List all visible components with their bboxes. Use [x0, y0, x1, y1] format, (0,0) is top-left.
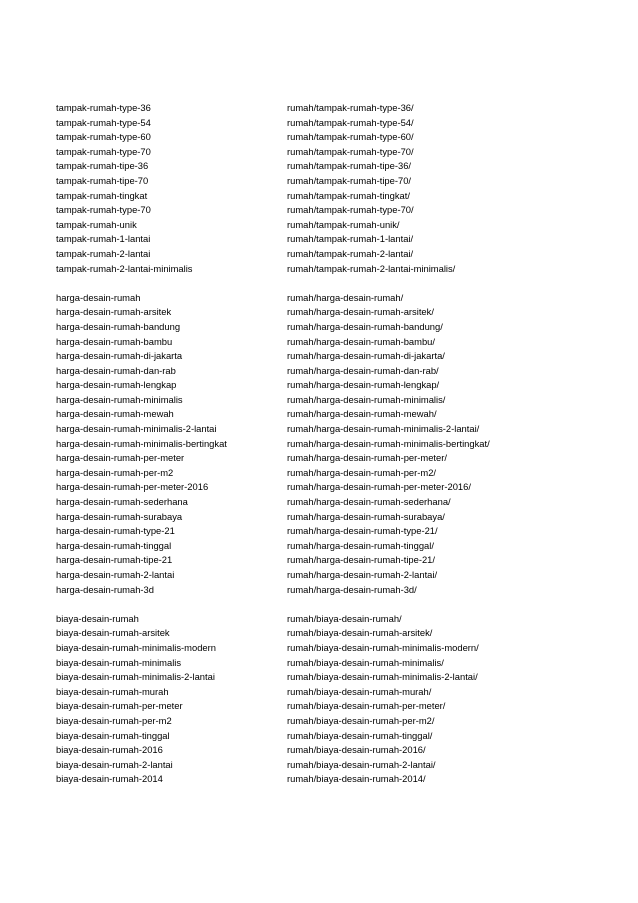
table-row — [56, 451, 616, 466]
table-row — [56, 116, 616, 131]
keyword-slug: harga-desain-rumah-minimalis-2-lantai — [56, 423, 217, 435]
keyword-path: rumah/tampak-rumah-tipe-36/ — [287, 160, 412, 172]
table-row — [56, 539, 616, 554]
table-row — [56, 218, 616, 233]
table-row — [56, 714, 616, 729]
keyword-path: rumah/harga-desain-rumah-sederhana/ — [287, 496, 451, 508]
table-row — [56, 364, 616, 379]
keyword-path: rumah/harga-desain-rumah-lengkap/ — [287, 379, 440, 391]
keyword-path: rumah/harga-desain-rumah-3d/ — [287, 583, 417, 595]
keyword-path: rumah/tampak-rumah-2-lantai-minimalis/ — [287, 262, 456, 274]
keyword-slug: biaya-desain-rumah-per-meter — [56, 700, 183, 712]
table-row — [56, 378, 616, 393]
keyword-slug: biaya-desain-rumah-minimalis-modern — [56, 641, 216, 653]
table-row — [56, 480, 616, 495]
keyword-slug: harga-desain-rumah — [56, 291, 141, 303]
keyword-path: rumah/tampak-rumah-type-70/ — [287, 204, 414, 216]
table-row — [56, 670, 616, 685]
keyword-path: rumah/harga-desain-rumah-bambu/ — [287, 335, 435, 347]
keyword-path: rumah/biaya-desain-rumah-per-m2/ — [287, 714, 435, 726]
keyword-group — [56, 291, 616, 597]
keyword-path: rumah/harga-desain-rumah-tipe-21/ — [287, 554, 435, 566]
keyword-path: rumah/tampak-rumah-type-54/ — [287, 116, 414, 128]
table-row — [56, 641, 616, 656]
keyword-slug: harga-desain-rumah-tipe-21 — [56, 554, 173, 566]
table-row — [56, 612, 616, 627]
table-row — [56, 422, 616, 437]
table-row — [56, 685, 616, 700]
keyword-path: rumah/biaya-desain-rumah/ — [287, 612, 402, 624]
keyword-slug: harga-desain-rumah-mewah — [56, 408, 174, 420]
keyword-path: rumah/biaya-desain-rumah-2-lantai/ — [287, 758, 436, 770]
keyword-path: rumah/harga-desain-rumah-2-lantai/ — [287, 569, 438, 580]
table-row — [56, 101, 616, 116]
keyword-path: rumah/biaya-desain-rumah-minimalis-modern/ — [287, 641, 479, 653]
keyword-slug: harga-desain-rumah-per-meter — [56, 452, 185, 464]
keyword-slug: harga-desain-rumah-type-21 — [56, 525, 175, 537]
table-row — [56, 203, 616, 218]
table-row — [56, 247, 616, 262]
keyword-slug: harga-desain-rumah-lengkap — [56, 379, 177, 391]
keyword-path: rumah/harga-desain-rumah-di-jakarta/ — [287, 350, 445, 362]
keyword-slug: tampak-rumah-2-lantai-minimalis — [56, 262, 193, 274]
keyword-list — [56, 101, 616, 787]
keyword-path: rumah/harga-desain-rumah-tinggal/ — [287, 539, 434, 551]
table-row — [56, 335, 616, 350]
keyword-slug: tampak-rumah-tingkat — [56, 189, 148, 201]
keyword-slug: biaya-desain-rumah-murah — [56, 685, 169, 697]
keyword-path: rumah/harga-desain-rumah-per-meter-2016/ — [287, 481, 471, 493]
keyword-slug: harga-desain-rumah-di-jakarta — [56, 350, 183, 362]
table-row — [56, 159, 616, 174]
keyword-path: rumah/biaya-desain-rumah-per-meter/ — [287, 700, 446, 712]
keyword-path: rumah/harga-desain-rumah-surabaya/ — [287, 510, 445, 522]
keyword-slug: biaya-desain-rumah-minimalis — [56, 656, 182, 668]
keyword-slug: harga-desain-rumah-arsitek — [56, 306, 172, 318]
keyword-path: rumah/harga-desain-rumah-minimalis/ — [287, 393, 446, 405]
keyword-path: rumah/biaya-desain-rumah-arsitek/ — [287, 627, 433, 639]
keyword-path: rumah/harga-desain-rumah-per-m2/ — [287, 466, 437, 478]
table-row — [56, 305, 616, 320]
keyword-slug: biaya-desain-rumah-2014 — [56, 773, 163, 785]
keyword-slug: harga-desain-rumah-surabaya — [56, 510, 183, 522]
table-row — [56, 510, 616, 525]
keyword-group — [56, 612, 616, 787]
table-row — [56, 568, 616, 583]
keyword-path: rumah/harga-desain-rumah-bandung/ — [287, 320, 443, 332]
keyword-path: rumah/biaya-desain-rumah-tinggal/ — [287, 729, 433, 741]
keyword-path: rumah/tampak-rumah-unik/ — [287, 218, 400, 230]
table-row — [56, 758, 616, 773]
keyword-path: rumah/tampak-rumah-2-lantai/ — [287, 247, 414, 259]
table-row — [56, 466, 616, 481]
keyword-slug: harga-desain-rumah-per-m2 — [56, 466, 174, 478]
keyword-path: rumah/harga-desain-rumah-arsitek/ — [287, 306, 434, 318]
keyword-slug: tampak-rumah-unik — [56, 218, 137, 230]
keyword-slug: tampak-rumah-1-lantai — [56, 233, 151, 245]
keyword-slug: tampak-rumah-type-60 — [56, 131, 151, 143]
table-row — [56, 626, 616, 641]
keyword-path: rumah/tampak-rumah-type-70/ — [287, 145, 414, 157]
keyword-slug: biaya-desain-rumah-2-lantai — [56, 758, 173, 770]
keyword-slug: biaya-desain-rumah-2016 — [56, 744, 163, 756]
keyword-path: rumah/tampak-rumah-tingkat/ — [287, 189, 410, 201]
keyword-slug: biaya-desain-rumah-tinggal — [56, 729, 170, 741]
keyword-path: rumah/harga-desain-rumah-minimalis-2-lantai/ — [287, 423, 480, 435]
keyword-slug: tampak-rumah-type-54 — [56, 116, 151, 128]
table-row — [56, 437, 616, 452]
keyword-slug: biaya-desain-rumah — [56, 612, 139, 624]
table-row — [56, 583, 616, 598]
table-row — [56, 553, 616, 568]
table-row — [56, 130, 616, 145]
keyword-path: rumah/tampak-rumah-1-lantai/ — [287, 233, 414, 245]
keyword-slug: harga-desain-rumah-3d — [56, 583, 154, 595]
table-row — [56, 291, 616, 306]
keyword-slug: tampak-rumah-type-70 — [56, 204, 151, 216]
table-row — [56, 349, 616, 364]
keyword-path: rumah/harga-desain-rumah-per-meter/ — [287, 452, 447, 464]
keyword-slug: harga-desain-rumah-minimalis — [56, 393, 183, 405]
keyword-group — [56, 101, 616, 276]
table-row — [56, 393, 616, 408]
keyword-slug: harga-desain-rumah-bandung — [56, 320, 181, 332]
table-row — [56, 174, 616, 189]
keyword-slug: tampak-rumah-tipe-36 — [56, 160, 149, 172]
keyword-path: rumah/biaya-desain-rumah-minimalis-2-lantai/ — [287, 671, 478, 683]
table-row — [56, 145, 616, 160]
table-row — [56, 407, 616, 422]
table-row — [56, 729, 616, 744]
keyword-path: rumah/biaya-desain-rumah-2016/ — [287, 744, 426, 756]
table-row — [56, 772, 616, 787]
keyword-slug: harga-desain-rumah-bambu — [56, 335, 173, 347]
keyword-path: rumah/biaya-desain-rumah-murah/ — [287, 685, 432, 697]
table-row — [56, 189, 616, 204]
table-row — [56, 743, 616, 758]
keyword-slug: harga-desain-rumah-tinggal — [56, 539, 172, 551]
keyword-slug: harga-desain-rumah-2-lantai — [56, 569, 175, 580]
table-row — [56, 656, 616, 671]
keyword-slug: tampak-rumah-2-lantai — [56, 247, 151, 259]
keyword-path: rumah/harga-desain-rumah/ — [287, 291, 404, 303]
keyword-path: rumah/harga-desain-rumah-dan-rab/ — [287, 364, 439, 376]
keyword-path: rumah/harga-desain-rumah-minimalis-bertingkat/ — [287, 437, 490, 449]
keyword-slug: harga-desain-rumah-dan-rab — [56, 364, 176, 376]
keyword-slug: biaya-desain-rumah-arsitek — [56, 627, 170, 639]
table-row — [56, 262, 616, 277]
keyword-slug: biaya-desain-rumah-per-m2 — [56, 714, 172, 726]
keyword-slug: harga-desain-rumah-sederhana — [56, 496, 188, 508]
table-row — [56, 232, 616, 247]
keyword-path: rumah/harga-desain-rumah-mewah/ — [287, 408, 437, 420]
keyword-path: rumah/harga-desain-rumah-type-21/ — [287, 525, 438, 537]
keyword-slug: tampak-rumah-type-36 — [56, 102, 151, 113]
keyword-slug: tampak-rumah-type-70 — [56, 145, 151, 157]
keyword-slug: harga-desain-rumah-minimalis-bertingkat — [56, 437, 227, 449]
keyword-slug: biaya-desain-rumah-minimalis-2-lantai — [56, 671, 215, 683]
keyword-slug: tampak-rumah-tipe-70 — [56, 174, 149, 186]
table-row — [56, 320, 616, 335]
table-row — [56, 495, 616, 510]
table-row — [56, 699, 616, 714]
keyword-path: rumah/tampak-rumah-type-60/ — [287, 131, 414, 143]
keyword-slug: harga-desain-rumah-per-meter-2016 — [56, 481, 209, 493]
keyword-path: rumah/tampak-rumah-type-36/ — [287, 102, 414, 113]
keyword-path: rumah/tampak-rumah-tipe-70/ — [287, 174, 412, 186]
table-row — [56, 524, 616, 539]
keyword-path: rumah/biaya-desain-rumah-minimalis/ — [287, 656, 444, 668]
keyword-path: rumah/biaya-desain-rumah-2014/ — [287, 773, 426, 785]
